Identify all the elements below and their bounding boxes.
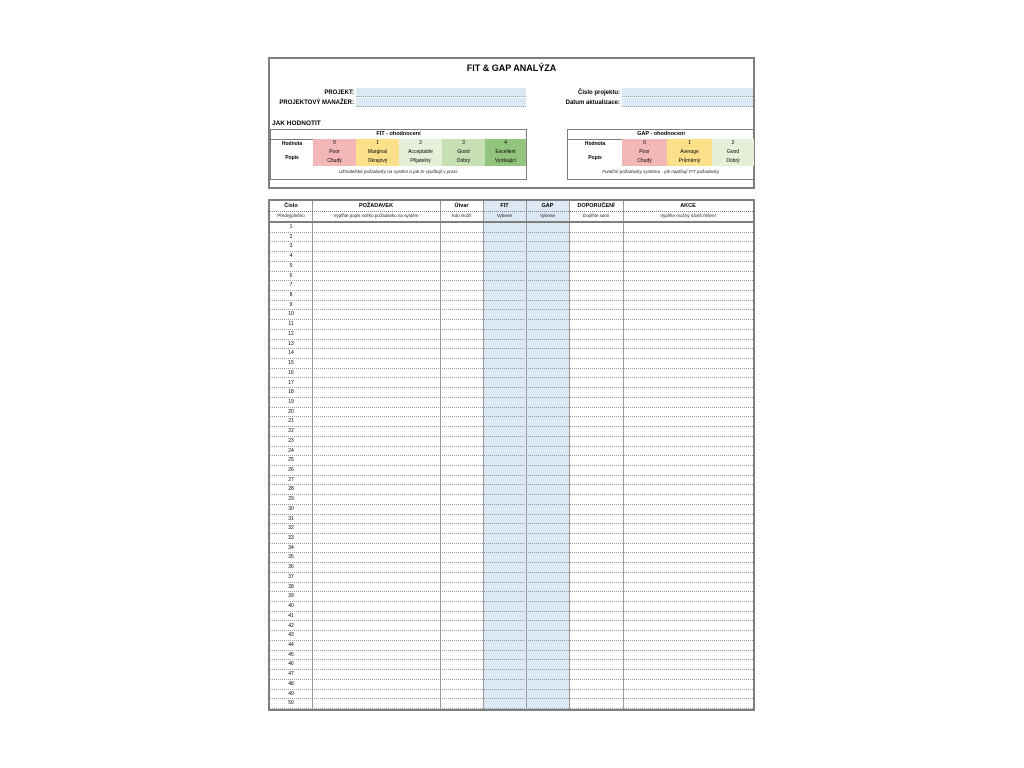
fit-value-4: 4 bbox=[485, 139, 526, 148]
row-number: 47 bbox=[288, 671, 294, 678]
fit-value-2: 2 bbox=[399, 139, 442, 148]
row-number: 31 bbox=[288, 515, 294, 522]
table-row[interactable] bbox=[270, 622, 753, 632]
fit-en-2: Acceptable bbox=[399, 148, 442, 157]
row-number: 27 bbox=[288, 476, 294, 483]
row-number: 30 bbox=[288, 505, 294, 512]
fit-cz-4: Vynikající bbox=[485, 157, 526, 166]
row-number: 50 bbox=[288, 700, 294, 707]
table-row[interactable] bbox=[270, 660, 753, 670]
row-number: 49 bbox=[288, 690, 294, 697]
row-number: 6 bbox=[289, 272, 293, 279]
row-number: 23 bbox=[288, 437, 294, 444]
table-row[interactable] bbox=[270, 592, 753, 602]
table-row[interactable] bbox=[270, 573, 753, 583]
row-number: 10 bbox=[288, 311, 294, 318]
table-row[interactable] bbox=[270, 330, 753, 340]
fit-desc-label: Popis bbox=[285, 155, 299, 161]
table-row[interactable] bbox=[270, 437, 753, 447]
col-header-action: AKCE bbox=[680, 203, 696, 209]
update-date-label: Datum aktualizace: bbox=[565, 100, 620, 106]
row-number: 43 bbox=[288, 632, 294, 639]
table-row[interactable] bbox=[270, 310, 753, 320]
fit-en-3: Good bbox=[442, 148, 485, 157]
col-header-requirement: POŽADAVEK bbox=[358, 203, 394, 209]
row-number: 33 bbox=[288, 535, 294, 542]
row-number: 48 bbox=[288, 680, 294, 687]
table-row[interactable] bbox=[270, 495, 753, 505]
how-to-rate-heading: JAK HODNOTIT bbox=[272, 120, 321, 127]
table-row[interactable] bbox=[270, 252, 753, 262]
row-number: 40 bbox=[288, 603, 294, 610]
fit-en-0: Poor bbox=[313, 148, 356, 157]
table-row[interactable] bbox=[270, 690, 753, 700]
row-number: 46 bbox=[288, 661, 294, 668]
row-number: 24 bbox=[288, 447, 294, 454]
row-number: 5 bbox=[289, 262, 293, 269]
header-panel bbox=[268, 57, 755, 189]
project-number-input[interactable] bbox=[622, 88, 753, 97]
col-header-department: Útvar bbox=[454, 203, 469, 209]
row-number: 36 bbox=[288, 564, 294, 571]
table-row[interactable] bbox=[270, 583, 753, 593]
col-sub-recommendation: Doplňte sami bbox=[582, 213, 610, 218]
row-number: 35 bbox=[288, 554, 294, 561]
table-row[interactable] bbox=[270, 485, 753, 495]
fit-cz-1: Okrajový bbox=[356, 157, 399, 166]
project-number-label: Číslo projektu: bbox=[577, 90, 620, 96]
table-row[interactable] bbox=[270, 505, 753, 515]
gap-value-label: Hodnota bbox=[584, 141, 606, 147]
gap-value-0: 0 bbox=[622, 139, 667, 148]
table-row[interactable] bbox=[270, 563, 753, 573]
col-sub-gap: Vyberte bbox=[539, 213, 556, 218]
row-number: 14 bbox=[288, 350, 294, 357]
table-row[interactable] bbox=[270, 631, 753, 641]
table-row[interactable] bbox=[270, 320, 753, 330]
gap-value-2: 2 bbox=[712, 139, 754, 148]
table-row[interactable] bbox=[270, 349, 753, 359]
fit-en-4: Excellent bbox=[485, 148, 526, 157]
row-number: 34 bbox=[288, 544, 294, 551]
row-number: 22 bbox=[288, 428, 294, 435]
row-number: 3 bbox=[289, 243, 293, 250]
fit-cz-2: Přijatelný bbox=[399, 157, 442, 166]
update-date-input[interactable] bbox=[622, 98, 753, 107]
table-row[interactable] bbox=[270, 417, 753, 427]
table-row[interactable] bbox=[270, 379, 753, 389]
row-number: 45 bbox=[288, 651, 294, 658]
table-row[interactable] bbox=[270, 680, 753, 690]
row-number: 18 bbox=[288, 389, 294, 396]
row-number: 39 bbox=[288, 593, 294, 600]
gap-legend-header: GAP - ohodnocení bbox=[568, 130, 754, 140]
table-row[interactable] bbox=[270, 301, 753, 311]
table-row[interactable] bbox=[270, 456, 753, 466]
row-number: 32 bbox=[288, 525, 294, 532]
table-row[interactable] bbox=[270, 553, 753, 563]
table-row[interactable] bbox=[270, 641, 753, 651]
row-number: 38 bbox=[288, 583, 294, 590]
row-number: 42 bbox=[288, 622, 294, 629]
fit-legend bbox=[270, 129, 527, 180]
table-row[interactable] bbox=[270, 272, 753, 282]
row-number: 17 bbox=[288, 379, 294, 386]
table-row[interactable] bbox=[270, 466, 753, 476]
row-number: 2 bbox=[289, 233, 293, 240]
table-row[interactable] bbox=[270, 408, 753, 418]
table-row[interactable] bbox=[270, 544, 753, 554]
row-number: 7 bbox=[289, 282, 293, 289]
row-number: 1 bbox=[289, 224, 293, 230]
col-sub-requirement: Vyplňte popis svého požadavku na systém bbox=[333, 213, 419, 218]
row-number: 13 bbox=[288, 340, 294, 347]
fit-en-1: Marginal bbox=[356, 148, 399, 157]
table-row[interactable] bbox=[270, 447, 753, 457]
col-sub-action: Vyplňte možný návrh řešení bbox=[660, 213, 716, 218]
row-number: 16 bbox=[288, 369, 294, 376]
row-number: 12 bbox=[288, 330, 294, 337]
gap-cz-1: Průměrný bbox=[667, 157, 712, 166]
table-row[interactable] bbox=[270, 534, 753, 544]
row-number: 26 bbox=[288, 467, 294, 473]
row-number: 41 bbox=[288, 612, 294, 619]
row-number: 37 bbox=[288, 573, 294, 580]
table-row[interactable] bbox=[270, 524, 753, 534]
table-row[interactable] bbox=[270, 398, 753, 408]
page-title: FIT & GAP ANALÝZA bbox=[466, 63, 557, 73]
fit-legend-header: FIT - ohodnocení bbox=[271, 130, 526, 140]
manager-label: PROJEKTOVÝ MANAŽER: bbox=[279, 100, 354, 106]
fit-value-1: 1 bbox=[356, 139, 399, 148]
header-divider bbox=[270, 211, 753, 212]
fit-legend-note: Užívatelské požadavky na systém a jak to vyučkají v praxi. bbox=[338, 169, 459, 174]
fit-value-3: 3 bbox=[442, 139, 485, 148]
manager-input[interactable] bbox=[356, 98, 526, 107]
col-header-recommendation: DOPORUČENÍ bbox=[577, 203, 615, 209]
table-row[interactable] bbox=[270, 359, 753, 369]
row-number: 4 bbox=[289, 253, 293, 260]
col-sub-number: Předvyplněno bbox=[277, 213, 305, 218]
col-header-gap: GAP bbox=[541, 203, 554, 209]
project-label: PROJEKT: bbox=[324, 90, 354, 96]
table-row[interactable] bbox=[270, 670, 753, 680]
col-sub-department: Kdo vložil bbox=[451, 213, 472, 218]
gap-en-0: Poor bbox=[622, 148, 667, 157]
row-number: 20 bbox=[288, 408, 294, 415]
row-number: 21 bbox=[288, 418, 294, 425]
row-number: 25 bbox=[288, 457, 294, 464]
table-row[interactable] bbox=[270, 612, 753, 622]
row-number: 44 bbox=[288, 641, 294, 648]
fit-value-label: Hodnota bbox=[281, 141, 303, 147]
row-number: 8 bbox=[289, 292, 293, 299]
table-row[interactable] bbox=[270, 223, 753, 233]
table-row[interactable] bbox=[270, 369, 753, 379]
gap-desc-label: Popis bbox=[588, 155, 602, 161]
table-row[interactable] bbox=[270, 340, 753, 350]
table-row[interactable] bbox=[270, 291, 753, 301]
table-row[interactable] bbox=[270, 233, 753, 243]
col-sub-fit: Vyberte bbox=[496, 213, 513, 218]
row-number: 9 bbox=[289, 301, 293, 308]
table-row[interactable] bbox=[270, 281, 753, 291]
gap-value-1: 1 bbox=[667, 139, 712, 148]
table-row[interactable] bbox=[270, 388, 753, 398]
col-header-number: Číslo bbox=[284, 203, 298, 209]
requirements-table bbox=[268, 199, 755, 711]
table-row[interactable] bbox=[270, 262, 753, 272]
gap-en-2: Good bbox=[712, 148, 754, 157]
table-row[interactable] bbox=[270, 602, 753, 612]
row-number: 28 bbox=[288, 486, 294, 493]
gap-cz-2: Dobrý bbox=[712, 157, 754, 166]
project-input[interactable] bbox=[356, 88, 526, 97]
table-row[interactable] bbox=[270, 515, 753, 525]
row-number: 19 bbox=[288, 398, 294, 405]
col-header-fit: FIT bbox=[500, 203, 509, 209]
gap-legend bbox=[567, 129, 755, 180]
row-number: 15 bbox=[288, 360, 294, 367]
row-number: 11 bbox=[288, 321, 294, 328]
table-row[interactable] bbox=[270, 651, 753, 661]
gap-cz-0: Chudý bbox=[622, 157, 667, 166]
row-number: 29 bbox=[288, 496, 294, 503]
fit-cz-3: Dobrý bbox=[442, 157, 485, 166]
fit-value-0: 0 bbox=[313, 139, 356, 148]
gap-en-1: Average bbox=[667, 148, 712, 157]
gap-legend-note: Funkční požadavky systému - jak naplňují FIT požadavky. bbox=[602, 169, 720, 174]
table-row[interactable] bbox=[270, 427, 753, 437]
fit-cz-0: Chudý bbox=[313, 157, 356, 166]
table-row[interactable] bbox=[270, 699, 753, 709]
table-row[interactable] bbox=[270, 242, 753, 252]
table-row[interactable] bbox=[270, 476, 753, 486]
